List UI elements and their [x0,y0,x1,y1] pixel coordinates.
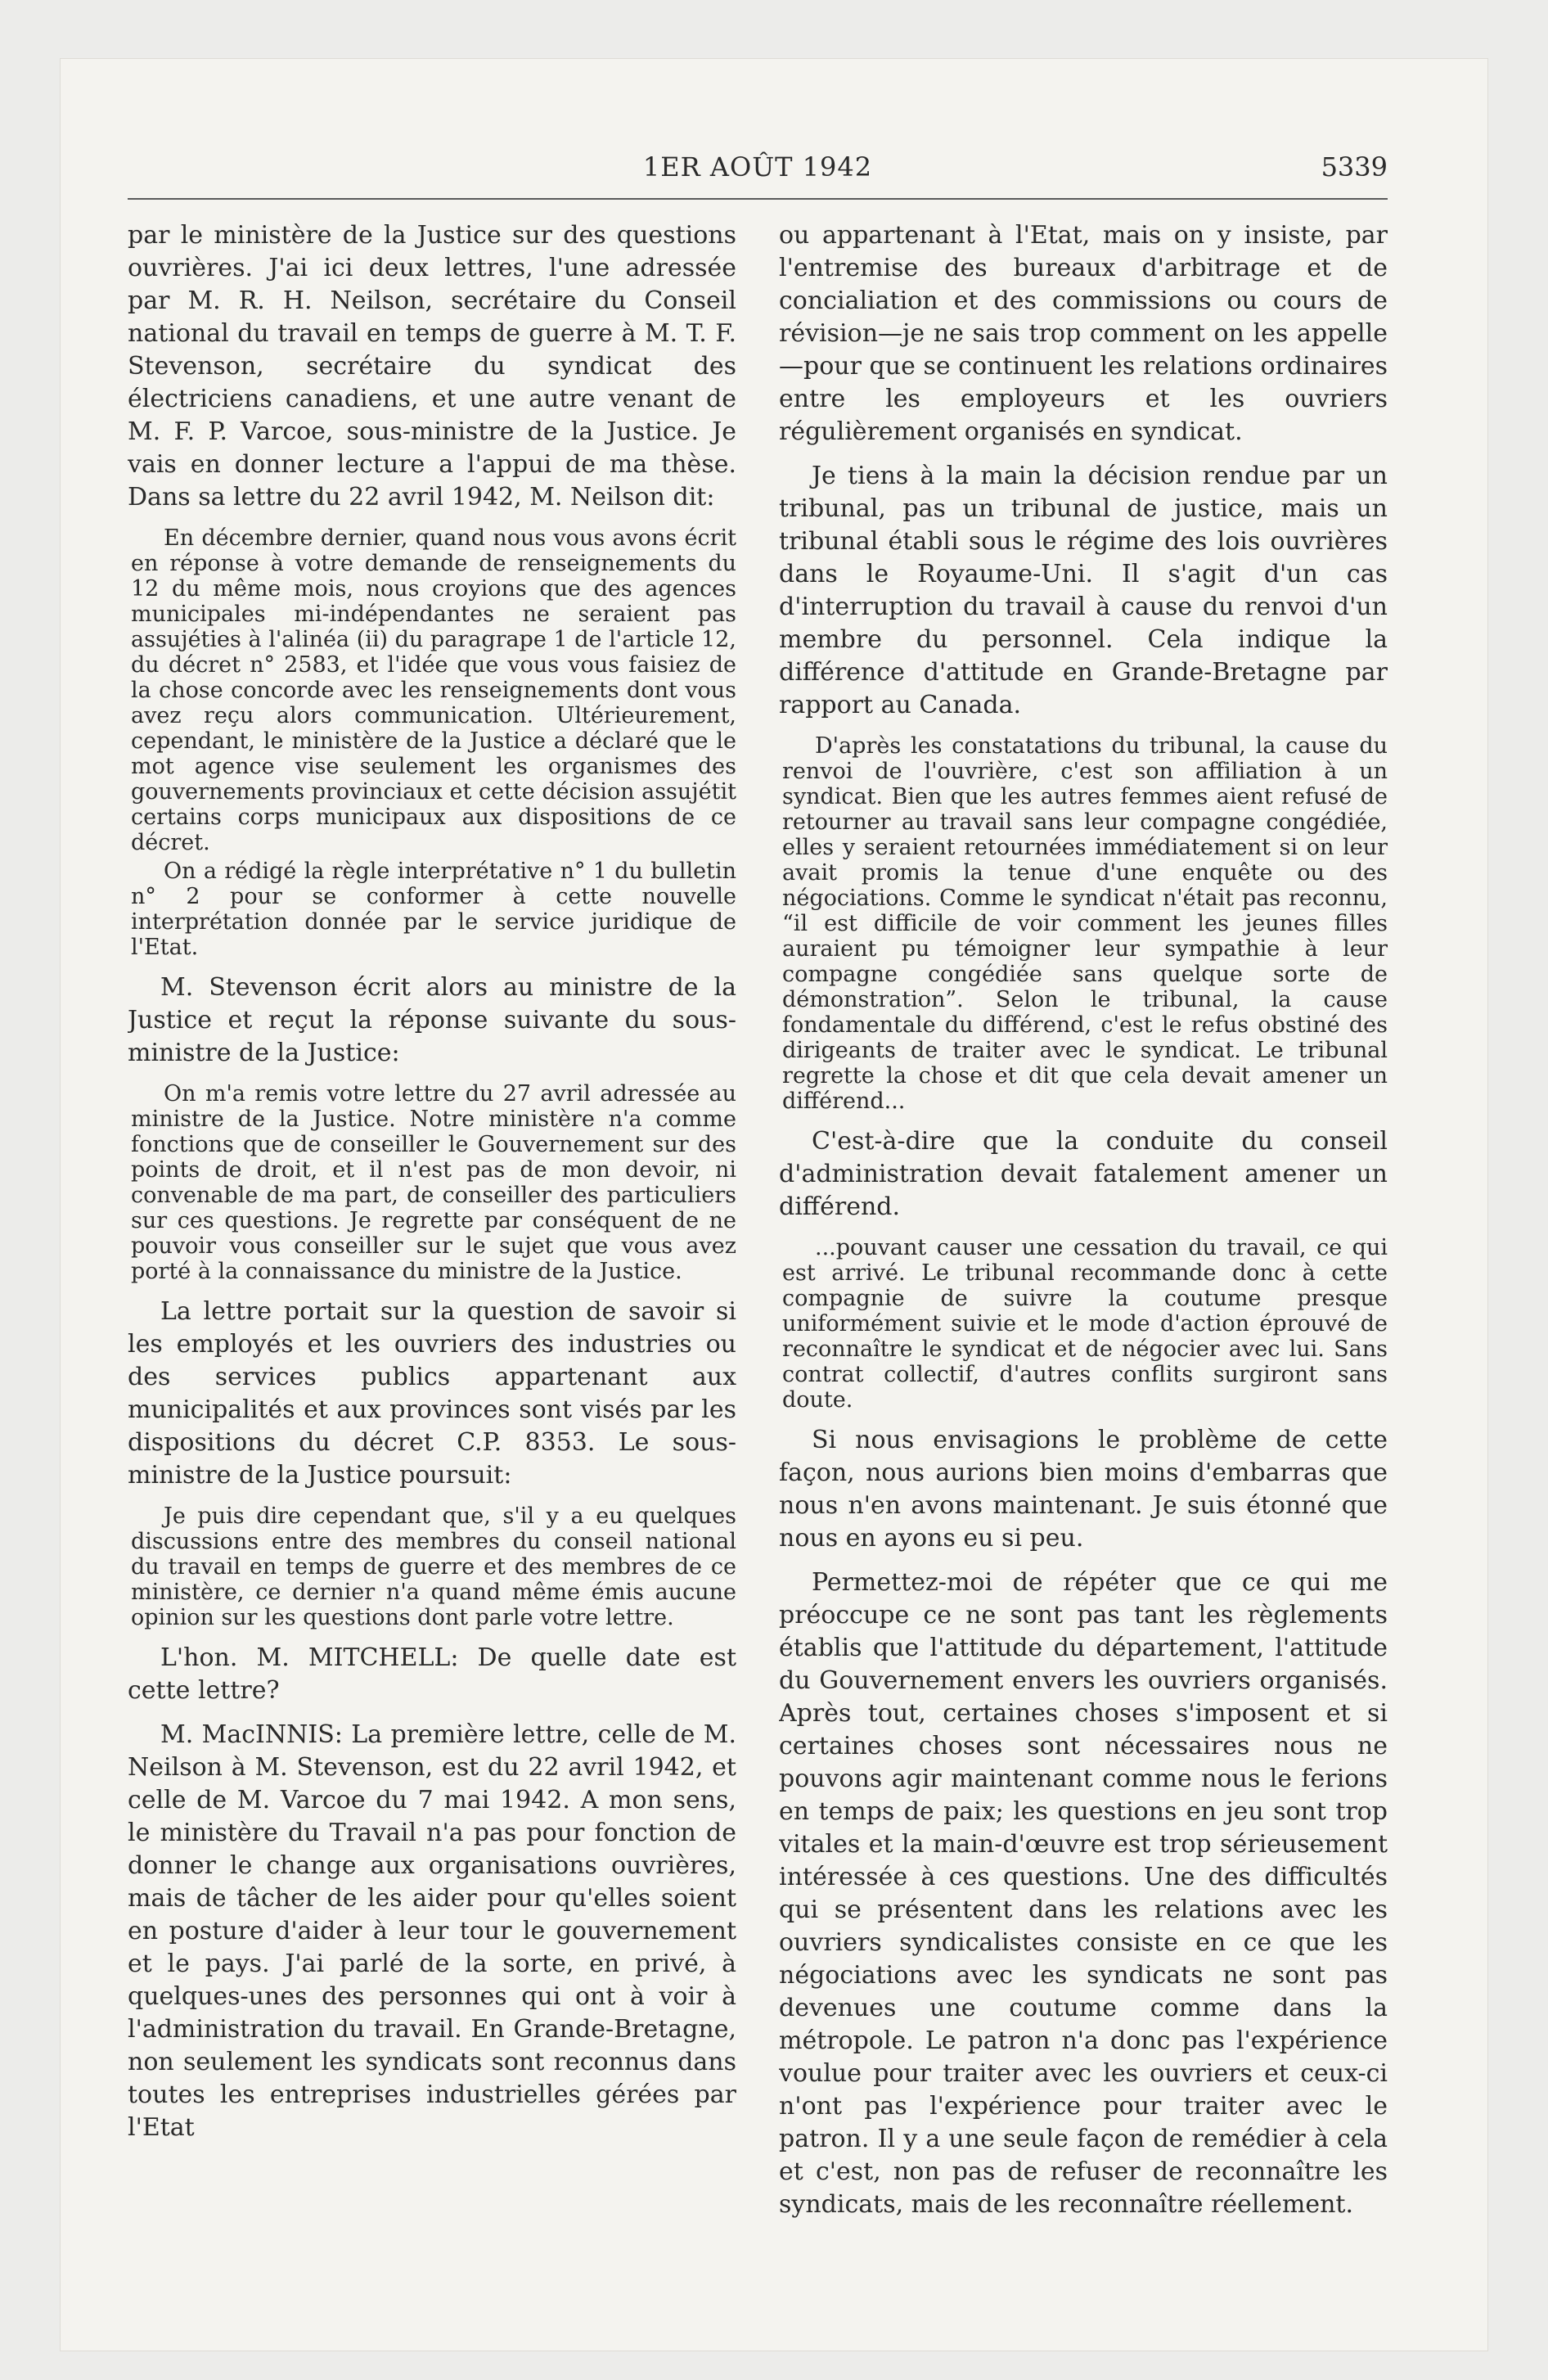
paragraph: La lettre portait sur la question de savoir si les employés et les ouvriers des industries ou des services publics appartenant aux municipalités et aux provinces sont visés par les dispositions du décret C.P. 8353. Le sous-ministre de la Justice poursuit: [128,1297,736,1490]
right-column [779,219,1388,2298]
quoted-paragraph: On m'a remis votre lettre du 27 avril adressée au ministre de la Justice. Notre ministère n'a comme fonctions que de conseiller le Gouvernement sur des points de droit, et il n'est pas de mon devoir, ni convenable de ma part, de conseiller des particuliers sur ces questions. Je regrette par conséquent de ne pouvoir vous conseiller sur le sujet que vous avez porté à la connaissance du ministre de la Justice. [131,1081,736,1284]
paragraph: C'est-à-dire que la conduite du conseil d'administration devait fatalement amener un différend. [779,1127,1388,1221]
header-date: 1ER AOÛT 1942 [642,151,873,183]
page-number: 5339 [1321,151,1388,183]
paragraph: ou appartenant à l'Etat, mais on y insiste, par l'entremise des bureaux d'arbitrage et de concialiation et des commissions ou cours de révision—je ne sais trop comment on les appelle—pour que se continuent les relations ordinaires entre les employeurs et les ouvriers régulièrement organisés en syndicat. [779,221,1388,446]
page-header [128,151,1388,187]
paragraph: Je tiens à la main la décision rendue par un tribunal, pas un tribunal de justice, mais un tribunal établi sous le régime des lois ouvrières dans le Royaume-Uni. Il s'agit d'un cas d'interruption du travail à cause du renvoi d'un membre du personnel. Cela indique la différence d'attitude en Grande-Bretagne par rapport au Canada. [779,462,1388,719]
left-column [128,219,736,2298]
paragraph: M. Stevenson écrit alors au ministre de la Justice et reçut la réponse suivante du sous-ministre de la Justice: [128,973,736,1067]
quoted-paragraph: ...pouvant causer une cessation du travail, ce qui est arrivé. Le tribunal recommande donc à cette compagnie de suivre la coutume presque uniformément suivie et le mode d'action éprouvé de reconnaître le syndicat et de négocier avec lui. Sans contrat collectif, d'autres conflits surgiront sans doute. [782,1235,1388,1413]
paragraph: par le ministère de la Justice sur des questions ouvrières. J'ai ici deux lettres, l'une adressée par M. R. H. Neilson, secrétaire du Conseil national du travail en temps de guerre à M. T. F. Stevenson, secrétaire du syndicat des électriciens canadiens, et une autre venant de M. F. P. Varcoe, sous-ministre de la Justice. Je vais en donner lecture a l'appui de ma thèse. Dans sa lettre du 22 avril 1942, M. Neilson dit: [128,221,736,512]
quoted-paragraph: D'après les constatations du tribunal, la cause du renvoi de l'ouvrière, c'est son affiliation à un syndicat. Bien que les autres femmes aient refusé de retourner au travail sans leur compagne congédiée, elles y seraient retournées immédiatement si on leur avait promis la tenue d'une enquête ou des négociations. Comme le syndicat n'était pas reconnu, “il est difficile de voir comment les jeunes filles auraient pu témoigner leur sympathie à leur compagne congédiée sans quelque sorte de démonstration”. Selon le tribunal, la cause fondamentale du différend, c'est le refus obstiné des dirigeants de traiter avec le syndicat. Le tribunal regrette la chose et dit que cela devait amener un différend... [782,733,1388,1114]
quoted-paragraph: En décembre dernier, quand nous vous avons écrit en réponse à votre demande de renseignements du 12 du même mois, nous croyions que des agences municipales mi-indépendantes ne seraient pas assujéties à l'alinéa (ii) du paragrape 1 de l'article 12, du décret n° 2583, et l'idée que vous vous faisiez de la chose concorde avec les renseignements dont vous avez reçu alors communication. Ultérieurement, cependant, le ministère de la Justice a déclaré que le mot agence vise seulement les organismes des gouvernements provinciaux et cette décision assujétit certains corps municipaux aux dispositions de ce décret. [131,525,736,855]
paragraph: M. MacINNIS: La première lettre, celle de M. Neilson à M. Stevenson, est du 22 avril 1942, et celle de M. Varcoe du 7 mai 1942. A mon sens, le ministère du Travail n'a pas pour fonction de donner le change aux organisations ouvrières, mais de tâcher de les aider pour qu'elles soient en posture d'aider à leur tour le gouvernement et le pays. J'ai parlé de la sorte, en privé, à quelques-unes des personnes qui ont à voir à l'administration du travail. En Grande-Bretagne, non seulement les syndicats sont reconnus dans toutes les entreprises industrielles gérées par l'Etat [128,1720,736,2142]
paragraph: L'hon. M. MITCHELL: De quelle date est cette lettre? [128,1643,736,1705]
quoted-paragraph: Je puis dire cependant que, s'il y a eu quelques discussions entre des membres du conseil national du travail en temps de guerre et des membres de ce ministère, ce dernier n'a quand même émis aucune opinion sur les questions dont parle votre lettre. [131,1503,736,1630]
header-rule [128,198,1388,200]
quoted-paragraph: On a rédigé la règle interprétative n° 1 du bulletin n° 2 pour se conformer à cette nouvelle interprétation donnée par le service juridique de l'Etat. [131,859,736,960]
paragraph: Permettez-moi de répéter que ce qui me préoccupe ce ne sont pas tant les règlements établis que l'attitude du département, l'attitude du Gouvernement envers les ouvriers organisés. Après tout, certaines choses s'imposent et si certaines choses sont nécessaires nous ne pouvons agir maintenant comme nous le ferions en temps de paix; les questions en jeu sont trop vitales et la main-d'œuvre est trop sérieusement intéressée à ces questions. Une des difficultés qui se présentent dans les relations avec les ouvriers syndicalistes consiste en ce que les négociations avec les syndicats ne sont pas devenues une coutume comme dans la métropole. Le patron n'a donc pas l'expérience voulue pour traiter avec les ouvriers et ceux-ci n'ont pas l'expérience pour traiter avec le patron. Il y a une seule façon de remédier à cela et c'est, non pas de refuser de reconnaître les syndicats, mais de les reconnaître réellement. [779,1568,1388,2219]
paragraph: Si nous envisagions le problème de cette façon, nous aurions bien moins d'embarras que nous n'en avons maintenant. Je suis étonné que nous en ayons eu si peu. [779,1426,1388,1553]
